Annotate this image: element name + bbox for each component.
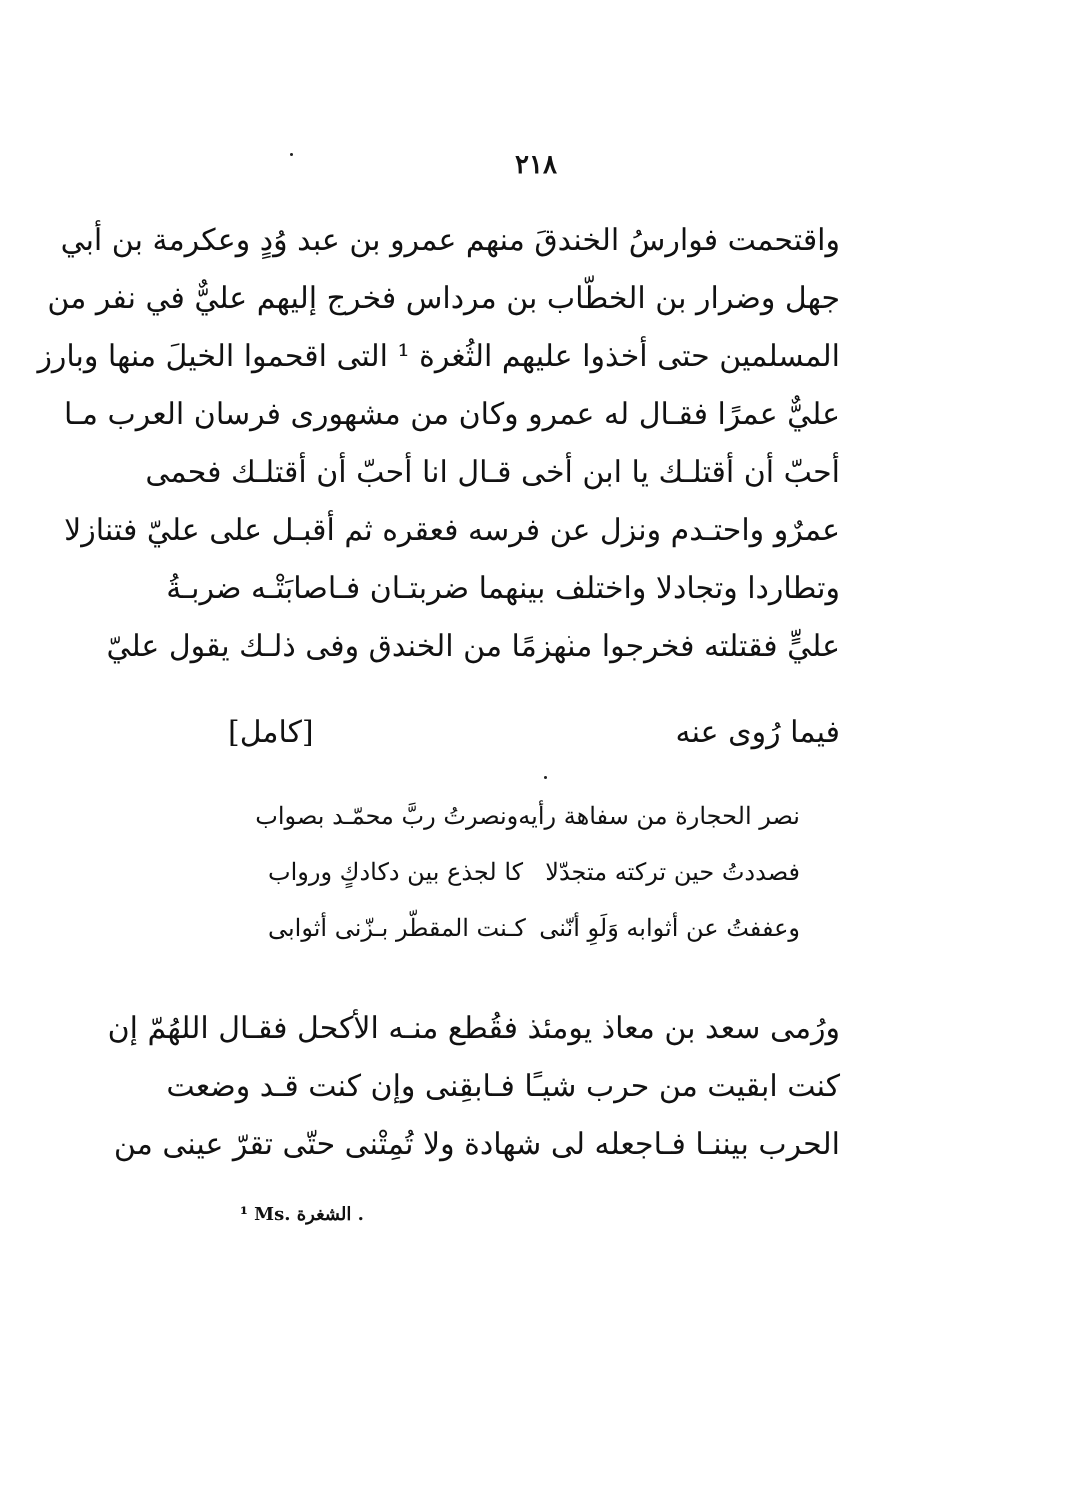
prose-block-2 xyxy=(107,1000,840,1174)
prose-line: عليٌّ عمرًا فقـال له عمرو وكان من مشهورى فرسان العرب مـا xyxy=(63,397,840,432)
prose-block-1 xyxy=(37,212,840,676)
prose-line: الحرب بيننـا فـاجعله لى شهادة ولا تُمِتْنى حتّى تقرّ عينى من xyxy=(113,1127,840,1162)
poem xyxy=(255,788,800,956)
prose-line: عليٍّ فقتلته فخرجوا منهزمًا من الخندق وفى ذلـك يقول عليّ xyxy=(106,629,840,664)
page-number: ٢١٨ xyxy=(515,150,557,180)
poem-intro-text: فيما رُوى عنه xyxy=(675,715,840,750)
prose-line: المسلمين حتى أخذوا عليهم الثُغرة ¹ التى اقحموا الخيلَ منها وبارز xyxy=(37,339,840,374)
prose-line: جهل وضرار بن الخطّاب بن مرداس فخرج إليهم عليٌّ في نفر من xyxy=(47,281,840,316)
hemistich-second: كـنت المقطّر بـزّنى أثوابى xyxy=(268,914,526,942)
prose-line: كنت ابقيت من حرب شيـًا فـابقِنى وإن كنت قـد وضعت xyxy=(166,1069,840,1104)
hemistich-first: نصر الحجارة من سفاهة رأيه xyxy=(518,802,800,830)
poem-verse xyxy=(268,900,800,956)
poem-verse xyxy=(268,844,800,900)
prose-line: عمرٌو واحتـدم ونزل عن فرسه فعقره ثم أقبـل على عليّ فتنازلا xyxy=(64,513,840,548)
prose-line: واقتحمت فوارسُ الخندقَ منهم عمرو بن عبد وُدٍ وعكرمة بن أبي xyxy=(60,223,840,258)
footnote: ¹ Ms. الشغرة . xyxy=(240,1204,364,1225)
ink-speck xyxy=(544,776,547,779)
hemistich-second: كا لجذع بين دكادكٍ ورواب xyxy=(268,858,524,886)
prose-line: وتطاردا وتجادلا واختلف بينهما ضربتـان فـاصابَتْـه ضربـةُ xyxy=(166,571,840,606)
prose-line: ورُمى سعد بن معاذ يومئذ فقُطع منـه الأكحل فقـال اللهُمّ إن xyxy=(107,1011,840,1046)
poem-verse xyxy=(255,788,800,844)
prose-line: أحبّ أن أقتلـك يا ابن أخى قـال انا أحبّ أن أقتلـك فحمى xyxy=(145,455,840,490)
poem-intro-line xyxy=(228,704,840,762)
hemistich-first: وعففتُ عن أثوابه وَلَوِ أنّنى xyxy=(539,914,800,942)
hemistich-second: ونصرتُ ربَّ محمّـد بصواب xyxy=(255,802,519,830)
meter-label: [كامل] xyxy=(228,715,314,750)
hemistich-first: فصددتُ حين تركته متجدّلا xyxy=(545,858,800,886)
ink-speck xyxy=(290,153,293,156)
